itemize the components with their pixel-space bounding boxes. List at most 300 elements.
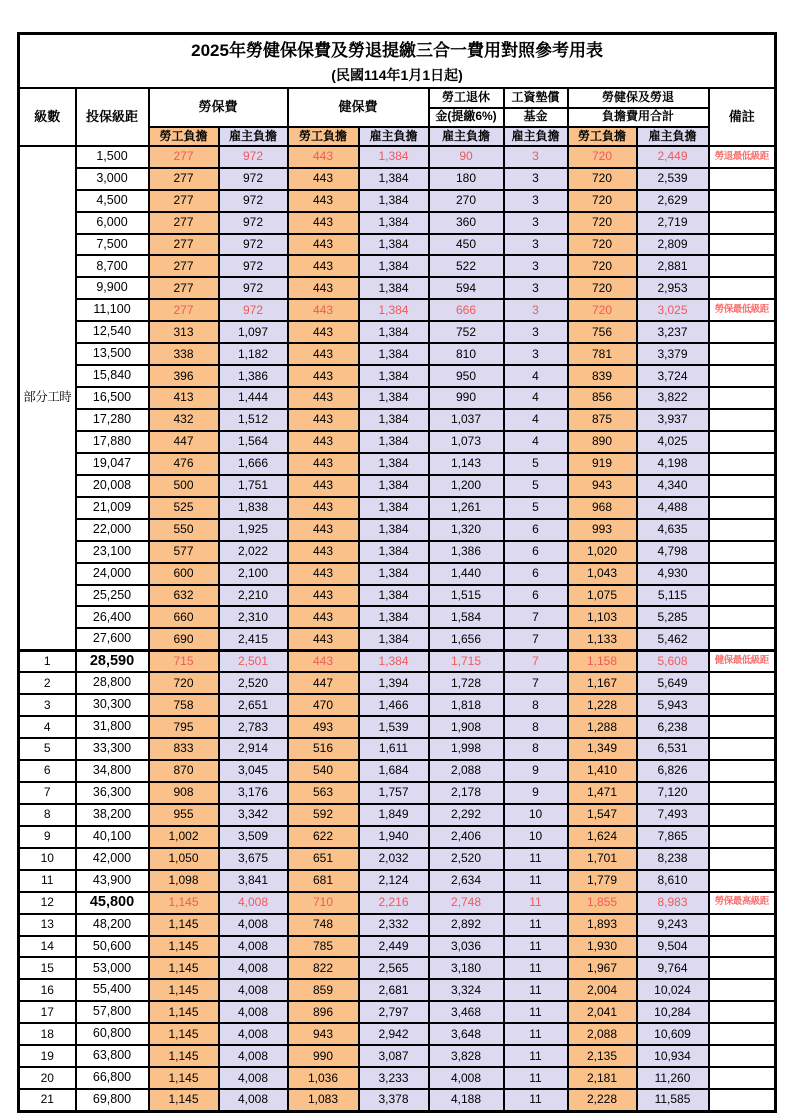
table-row <box>19 804 776 826</box>
table-row <box>19 299 776 321</box>
cell-total-employer: 7,120 <box>637 782 709 804</box>
cell-remark <box>709 190 776 212</box>
cell-bracket: 23,100 <box>76 541 149 563</box>
cell-total-employee: 1,020 <box>568 541 637 563</box>
table-row <box>19 387 776 409</box>
cell-labor-employee: 525 <box>149 497 219 519</box>
cell-bracket: 19,047 <box>76 453 149 475</box>
cell-level: 4 <box>19 716 76 738</box>
cell-total-employee: 720 <box>568 299 637 321</box>
cell-remark <box>709 168 776 190</box>
table-row <box>19 277 776 299</box>
cell-total-employee: 1,133 <box>568 628 637 650</box>
col-header-level: 級數 <box>19 88 76 145</box>
cell-health-employee: 443 <box>288 606 359 628</box>
cell-health-employer: 1,384 <box>359 146 429 168</box>
cell-labor-employer: 1,444 <box>219 387 288 409</box>
cell-labor-employer: 2,415 <box>219 628 288 650</box>
cell-level: 6 <box>19 760 76 782</box>
cell-total-employer: 4,025 <box>637 431 709 453</box>
cell-health-employer: 2,449 <box>359 936 429 958</box>
cell-health-employer: 1,384 <box>359 585 429 607</box>
cell-remark <box>709 475 776 497</box>
cell-labor-employee: 908 <box>149 782 219 804</box>
cell-wage-fund-employer: 3 <box>504 212 568 234</box>
cell-bracket: 66,800 <box>76 1067 149 1089</box>
cell-pension-employer: 1,386 <box>429 541 504 563</box>
cell-labor-employer: 2,651 <box>219 694 288 716</box>
table-row <box>19 870 776 892</box>
cell-labor-employee: 1,145 <box>149 914 219 936</box>
cell-bracket: 9,900 <box>76 277 149 299</box>
cell-health-employer: 3,087 <box>359 1045 429 1067</box>
table-row <box>19 628 776 650</box>
cell-total-employer: 4,635 <box>637 519 709 541</box>
subheader-total-employer: 雇主負擔 <box>637 127 709 146</box>
cell-total-employer: 10,024 <box>637 979 709 1001</box>
cell-labor-employee: 396 <box>149 365 219 387</box>
table-row <box>19 782 776 804</box>
cell-health-employee: 443 <box>288 628 359 650</box>
cell-labor-employee: 1,002 <box>149 826 219 848</box>
cell-total-employee: 1,855 <box>568 892 637 914</box>
cell-health-employer: 1,384 <box>359 541 429 563</box>
cell-pension-employer: 1,818 <box>429 694 504 716</box>
cell-wage-fund-employer: 10 <box>504 826 568 848</box>
cell-pension-employer: 666 <box>429 299 504 321</box>
cell-total-employee: 720 <box>568 146 637 168</box>
cell-pension-employer: 3,468 <box>429 1001 504 1023</box>
cell-wage-fund-employer: 8 <box>504 738 568 760</box>
col-header-health-insurance: 健保費 <box>288 88 429 126</box>
cell-pension-employer: 1,037 <box>429 409 504 431</box>
cell-wage-fund-employer: 3 <box>504 168 568 190</box>
cell-health-employee: 443 <box>288 365 359 387</box>
cell-bracket: 4,500 <box>76 190 149 212</box>
cell-remark <box>709 804 776 826</box>
cell-wage-fund-employer: 3 <box>504 321 568 343</box>
cell-health-employee: 1,036 <box>288 1067 359 1089</box>
cell-labor-employer: 4,008 <box>219 1023 288 1045</box>
cell-wage-fund-employer: 6 <box>504 541 568 563</box>
cell-labor-employer: 2,914 <box>219 738 288 760</box>
table-row <box>19 957 776 979</box>
cell-total-employer: 5,462 <box>637 628 709 650</box>
cell-total-employee: 1,158 <box>568 650 637 672</box>
cell-health-employee: 443 <box>288 563 359 585</box>
cell-health-employer: 1,384 <box>359 277 429 299</box>
cell-total-employer: 11,260 <box>637 1067 709 1089</box>
table-row <box>19 212 776 234</box>
cell-health-employee: 1,083 <box>288 1089 359 1111</box>
table-row <box>19 321 776 343</box>
cell-labor-employee: 277 <box>149 190 219 212</box>
cell-pension-employer: 1,320 <box>429 519 504 541</box>
cell-total-employer: 2,539 <box>637 168 709 190</box>
cell-health-employer: 1,684 <box>359 760 429 782</box>
cell-health-employee: 443 <box>288 475 359 497</box>
cell-remark <box>709 431 776 453</box>
cell-bracket: 24,000 <box>76 563 149 585</box>
cell-health-employer: 1,384 <box>359 343 429 365</box>
cell-bracket: 1,500 <box>76 146 149 168</box>
cell-wage-fund-employer: 6 <box>504 563 568 585</box>
table-row <box>19 234 776 256</box>
cell-labor-employer: 4,008 <box>219 914 288 936</box>
cell-bracket: 31,800 <box>76 716 149 738</box>
cell-remark <box>709 957 776 979</box>
cell-remark <box>709 1001 776 1023</box>
col-header-wage-fund-line1: 工資墊償 <box>504 88 568 107</box>
cell-remark: 勞保最低級距 <box>709 299 776 321</box>
cell-health-employee: 516 <box>288 738 359 760</box>
cell-health-employer: 1,394 <box>359 672 429 694</box>
cell-labor-employer: 3,342 <box>219 804 288 826</box>
cell-labor-employer: 1,512 <box>219 409 288 431</box>
cell-labor-employer: 3,045 <box>219 760 288 782</box>
cell-bracket: 17,880 <box>76 431 149 453</box>
cell-health-employee: 681 <box>288 870 359 892</box>
cell-total-employee: 1,228 <box>568 694 637 716</box>
cell-total-employer: 6,826 <box>637 760 709 782</box>
col-header-pension-line1: 勞工退休 <box>429 88 504 107</box>
cell-health-employer: 2,681 <box>359 979 429 1001</box>
cell-health-employer: 1,757 <box>359 782 429 804</box>
cell-labor-employee: 600 <box>149 563 219 585</box>
cell-health-employer: 1,466 <box>359 694 429 716</box>
cell-total-employee: 1,967 <box>568 957 637 979</box>
cell-bracket: 57,800 <box>76 1001 149 1023</box>
cell-health-employee: 443 <box>288 255 359 277</box>
cell-health-employee: 470 <box>288 694 359 716</box>
cell-labor-employee: 1,145 <box>149 1067 219 1089</box>
cell-total-employee: 1,075 <box>568 585 637 607</box>
cell-pension-employer: 522 <box>429 255 504 277</box>
table-row <box>19 760 776 782</box>
cell-bracket: 8,700 <box>76 255 149 277</box>
cell-level: 9 <box>19 826 76 848</box>
cell-labor-employee: 500 <box>149 475 219 497</box>
cell-labor-employee: 476 <box>149 453 219 475</box>
cell-labor-employee: 277 <box>149 255 219 277</box>
cell-level: 13 <box>19 914 76 936</box>
cell-pension-employer: 3,036 <box>429 936 504 958</box>
cell-wage-fund-employer: 3 <box>504 343 568 365</box>
cell-health-employer: 2,797 <box>359 1001 429 1023</box>
cell-health-employer: 1,384 <box>359 299 429 321</box>
table-row <box>19 1067 776 1089</box>
cell-labor-employee: 1,098 <box>149 870 219 892</box>
cell-total-employee: 720 <box>568 277 637 299</box>
cell-total-employer: 5,608 <box>637 650 709 672</box>
cell-health-employer: 1,384 <box>359 255 429 277</box>
cell-wage-fund-employer: 11 <box>504 1023 568 1045</box>
cell-bracket: 42,000 <box>76 848 149 870</box>
table-row <box>19 716 776 738</box>
cell-pension-employer: 1,515 <box>429 585 504 607</box>
cell-pension-employer: 1,908 <box>429 716 504 738</box>
cell-health-employee: 443 <box>288 541 359 563</box>
table-row <box>19 409 776 431</box>
cell-labor-employee: 632 <box>149 585 219 607</box>
cell-wage-fund-employer: 3 <box>504 146 568 168</box>
cell-total-employee: 720 <box>568 190 637 212</box>
cell-labor-employer: 972 <box>219 299 288 321</box>
cell-bracket: 30,300 <box>76 694 149 716</box>
cell-remark <box>709 606 776 628</box>
cell-remark <box>709 848 776 870</box>
col-header-labor-insurance: 勞保費 <box>149 88 288 126</box>
cell-level: 3 <box>19 694 76 716</box>
cell-total-employee: 839 <box>568 365 637 387</box>
cell-bracket: 3,000 <box>76 168 149 190</box>
cell-total-employee: 1,288 <box>568 716 637 738</box>
cell-pension-employer: 950 <box>429 365 504 387</box>
cell-remark <box>709 519 776 541</box>
cell-labor-employer: 2,783 <box>219 716 288 738</box>
cell-health-employee: 943 <box>288 1023 359 1045</box>
cell-health-employer: 2,332 <box>359 914 429 936</box>
cell-total-employee: 2,228 <box>568 1089 637 1111</box>
cell-pension-employer: 2,634 <box>429 870 504 892</box>
title-row <box>19 34 776 89</box>
cell-remark <box>709 255 776 277</box>
cell-remark <box>709 453 776 475</box>
table-row <box>19 365 776 387</box>
cell-bracket: 53,000 <box>76 957 149 979</box>
cell-labor-employee: 277 <box>149 168 219 190</box>
cell-labor-employer: 1,386 <box>219 365 288 387</box>
cell-total-employee: 1,624 <box>568 826 637 848</box>
cell-level: 17 <box>19 1001 76 1023</box>
cell-labor-employer: 3,509 <box>219 826 288 848</box>
cell-total-employer: 5,285 <box>637 606 709 628</box>
cell-labor-employee: 690 <box>149 628 219 650</box>
cell-total-employee: 1,471 <box>568 782 637 804</box>
cell-total-employee: 993 <box>568 519 637 541</box>
cell-health-employee: 710 <box>288 892 359 914</box>
cell-remark: 健保最低級距 <box>709 650 776 672</box>
cell-remark <box>709 343 776 365</box>
cell-wage-fund-employer: 8 <box>504 694 568 716</box>
cell-total-employer: 5,649 <box>637 672 709 694</box>
cell-bracket: 63,800 <box>76 1045 149 1067</box>
cell-labor-employer: 1,925 <box>219 519 288 541</box>
cell-total-employee: 856 <box>568 387 637 409</box>
cell-pension-employer: 2,088 <box>429 760 504 782</box>
cell-level: 14 <box>19 936 76 958</box>
cell-remark <box>709 672 776 694</box>
cell-wage-fund-employer: 11 <box>504 1001 568 1023</box>
cell-total-employee: 720 <box>568 234 637 256</box>
table-row <box>19 146 776 168</box>
subheader-labor-employer: 雇主負擔 <box>219 127 288 146</box>
cell-labor-employer: 4,008 <box>219 979 288 1001</box>
cell-pension-employer: 4,008 <box>429 1067 504 1089</box>
part-time-label: 部分工時 <box>19 146 76 651</box>
cell-remark <box>709 694 776 716</box>
cell-pension-employer: 2,892 <box>429 914 504 936</box>
cell-total-employee: 781 <box>568 343 637 365</box>
cell-pension-employer: 3,648 <box>429 1023 504 1045</box>
cell-labor-employee: 277 <box>149 146 219 168</box>
cell-bracket: 33,300 <box>76 738 149 760</box>
cell-wage-fund-employer: 10 <box>504 804 568 826</box>
table-row <box>19 848 776 870</box>
cell-labor-employer: 3,176 <box>219 782 288 804</box>
cell-bracket: 28,590 <box>76 650 149 672</box>
cell-labor-employer: 972 <box>219 277 288 299</box>
cell-labor-employer: 1,751 <box>219 475 288 497</box>
cell-bracket: 25,250 <box>76 585 149 607</box>
cell-remark <box>709 321 776 343</box>
cell-labor-employer: 4,008 <box>219 1001 288 1023</box>
cell-health-employee: 822 <box>288 957 359 979</box>
cell-labor-employer: 972 <box>219 168 288 190</box>
cell-bracket: 36,300 <box>76 782 149 804</box>
cell-pension-employer: 752 <box>429 321 504 343</box>
cell-health-employer: 1,384 <box>359 453 429 475</box>
cell-pension-employer: 1,998 <box>429 738 504 760</box>
table-row <box>19 892 776 914</box>
cell-bracket: 69,800 <box>76 1089 149 1111</box>
cell-pension-employer: 360 <box>429 212 504 234</box>
cell-health-employee: 443 <box>288 409 359 431</box>
cell-labor-employee: 870 <box>149 760 219 782</box>
cell-labor-employee: 1,145 <box>149 1089 219 1111</box>
cell-health-employer: 2,216 <box>359 892 429 914</box>
table-row <box>19 826 776 848</box>
cell-wage-fund-employer: 4 <box>504 431 568 453</box>
cell-total-employee: 943 <box>568 475 637 497</box>
cell-health-employer: 1,384 <box>359 563 429 585</box>
cell-health-employer: 1,384 <box>359 497 429 519</box>
cell-labor-employer: 4,008 <box>219 936 288 958</box>
cell-labor-employee: 1,145 <box>149 1001 219 1023</box>
table-row <box>19 563 776 585</box>
cell-health-employer: 1,611 <box>359 738 429 760</box>
cell-health-employee: 990 <box>288 1045 359 1067</box>
table-row <box>19 1045 776 1067</box>
cell-bracket: 21,009 <box>76 497 149 519</box>
cell-remark <box>709 870 776 892</box>
cell-health-employee: 540 <box>288 760 359 782</box>
cell-total-employer: 2,953 <box>637 277 709 299</box>
cell-labor-employee: 758 <box>149 694 219 716</box>
cell-health-employer: 3,378 <box>359 1089 429 1111</box>
cell-pension-employer: 90 <box>429 146 504 168</box>
cell-pension-employer: 3,324 <box>429 979 504 1001</box>
cell-total-employer: 3,237 <box>637 321 709 343</box>
cell-labor-employer: 972 <box>219 146 288 168</box>
cell-remark <box>709 716 776 738</box>
cell-labor-employer: 972 <box>219 255 288 277</box>
table-row <box>19 606 776 628</box>
cell-labor-employee: 313 <box>149 321 219 343</box>
cell-total-employer: 10,609 <box>637 1023 709 1045</box>
cell-bracket: 60,800 <box>76 1023 149 1045</box>
cell-pension-employer: 990 <box>429 387 504 409</box>
subheader-total-employee: 勞工負擔 <box>568 127 637 146</box>
cell-pension-employer: 2,406 <box>429 826 504 848</box>
cell-labor-employer: 4,008 <box>219 1089 288 1111</box>
table-row <box>19 979 776 1001</box>
subheader-pension-employer: 雇主負擔 <box>429 127 504 146</box>
title-cell <box>19 34 776 89</box>
cell-remark <box>709 760 776 782</box>
cell-wage-fund-employer: 9 <box>504 782 568 804</box>
cell-health-employee: 443 <box>288 277 359 299</box>
cell-total-employer: 4,198 <box>637 453 709 475</box>
cell-health-employee: 443 <box>288 519 359 541</box>
cell-pension-employer: 1,715 <box>429 650 504 672</box>
cell-level: 16 <box>19 979 76 1001</box>
cell-health-employee: 443 <box>288 343 359 365</box>
cell-health-employee: 592 <box>288 804 359 826</box>
cell-labor-employer: 2,501 <box>219 650 288 672</box>
cell-health-employer: 2,942 <box>359 1023 429 1045</box>
cell-total-employee: 968 <box>568 497 637 519</box>
cell-bracket: 22,000 <box>76 519 149 541</box>
cell-health-employer: 1,384 <box>359 321 429 343</box>
cell-total-employee: 2,041 <box>568 1001 637 1023</box>
cell-level: 21 <box>19 1089 76 1111</box>
cell-health-employee: 493 <box>288 716 359 738</box>
cell-wage-fund-employer: 4 <box>504 387 568 409</box>
cell-bracket: 45,800 <box>76 892 149 914</box>
cell-health-employee: 443 <box>288 650 359 672</box>
cell-labor-employee: 715 <box>149 650 219 672</box>
cell-wage-fund-employer: 3 <box>504 255 568 277</box>
cell-labor-employee: 1,145 <box>149 1023 219 1045</box>
cell-pension-employer: 180 <box>429 168 504 190</box>
cell-bracket: 55,400 <box>76 979 149 1001</box>
cell-total-employer: 10,284 <box>637 1001 709 1023</box>
fee-table-body <box>19 34 776 1112</box>
subheader-health-employee: 勞工負擔 <box>288 127 359 146</box>
cell-labor-employee: 795 <box>149 716 219 738</box>
cell-total-employee: 875 <box>568 409 637 431</box>
cell-total-employer: 9,504 <box>637 936 709 958</box>
cell-total-employee: 890 <box>568 431 637 453</box>
subheader-wage-fund-employer: 雇主負擔 <box>504 127 568 146</box>
table-row <box>19 914 776 936</box>
cell-health-employer: 1,384 <box>359 387 429 409</box>
cell-total-employee: 1,410 <box>568 760 637 782</box>
cell-bracket: 11,100 <box>76 299 149 321</box>
table-row <box>19 255 776 277</box>
cell-health-employer: 1,384 <box>359 409 429 431</box>
cell-labor-employer: 1,564 <box>219 431 288 453</box>
col-header-remark: 備註 <box>709 88 776 145</box>
cell-labor-employee: 955 <box>149 804 219 826</box>
cell-wage-fund-employer: 11 <box>504 979 568 1001</box>
cell-health-employer: 1,384 <box>359 212 429 234</box>
cell-bracket: 27,600 <box>76 628 149 650</box>
cell-total-employer: 5,943 <box>637 694 709 716</box>
col-header-bracket: 投保級距 <box>76 88 149 145</box>
cell-wage-fund-employer: 3 <box>504 299 568 321</box>
cell-level: 15 <box>19 957 76 979</box>
cell-remark <box>709 409 776 431</box>
cell-total-employer: 4,488 <box>637 497 709 519</box>
cell-health-employee: 748 <box>288 914 359 936</box>
cell-labor-employee: 277 <box>149 234 219 256</box>
cell-labor-employer: 4,008 <box>219 1045 288 1067</box>
cell-remark <box>709 541 776 563</box>
cell-pension-employer: 2,292 <box>429 804 504 826</box>
cell-bracket: 26,400 <box>76 606 149 628</box>
